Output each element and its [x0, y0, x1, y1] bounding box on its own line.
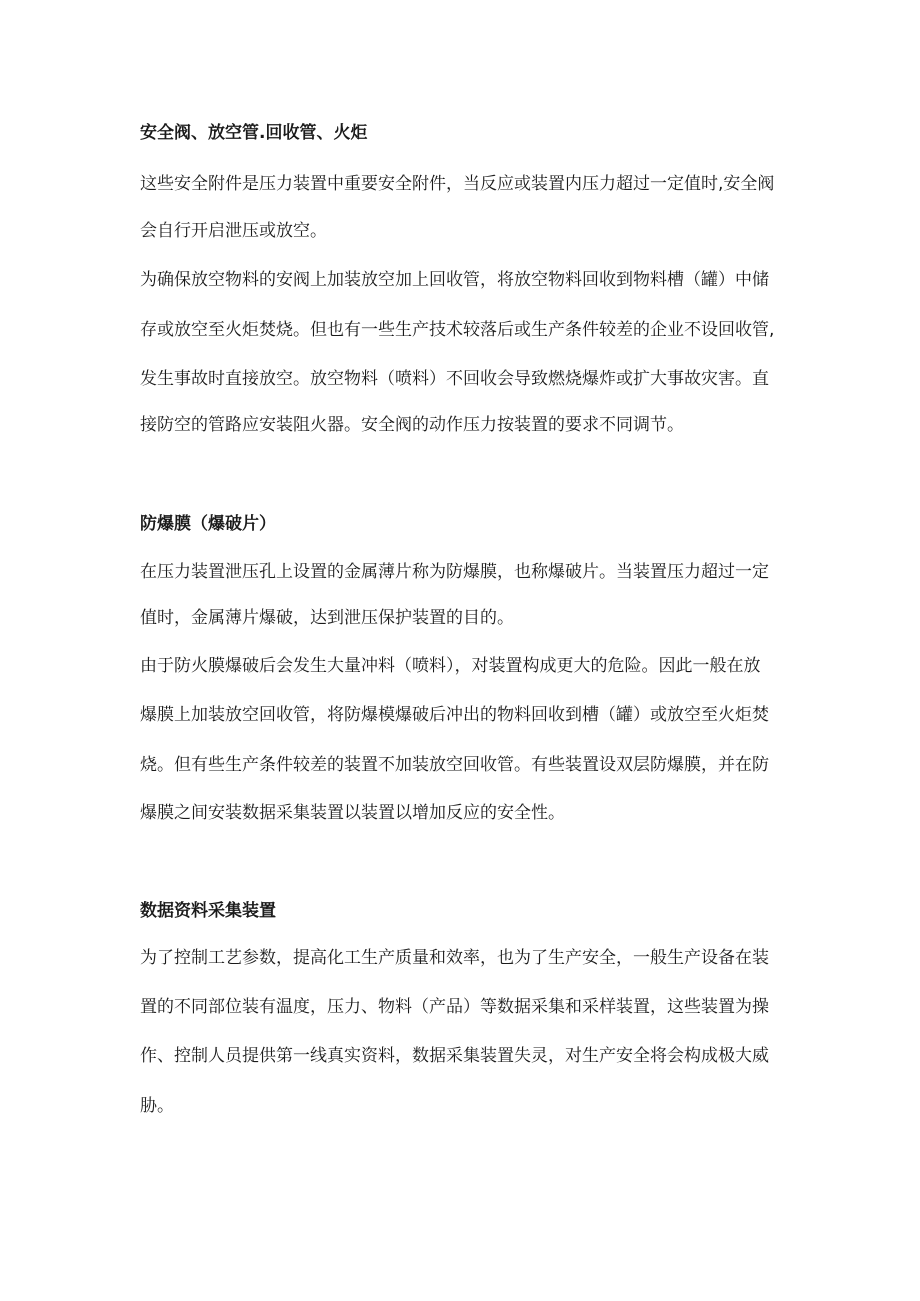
- section-heading: 防爆膜（爆破片）: [140, 514, 276, 534]
- paragraph-line: 爆膜之间安装数据采集装置以装置以增加反应的安全性。: [140, 803, 565, 823]
- paragraph-line: 会自行开启泄压或放空。: [140, 221, 327, 241]
- section-heading: 安全阀、放空管.回收管、火炬: [140, 123, 368, 143]
- paragraph-line: 存或放空至火炬焚烧。但也有一些生产技术较落后或生产条件较差的企业不设回收管,: [140, 320, 775, 340]
- paragraph-line: 这些安全附件是压力装置中重要安全附件，当反应或装置内压力超过一定值时,安全阀: [140, 174, 775, 194]
- paragraph-line: 值时，金属薄片爆破，达到泄压保护装置的目的。: [140, 608, 514, 628]
- paragraph-line: 为了控制工艺参数，提高化工生产质量和效率，也为了生产安全，一般生产设备在装: [140, 948, 769, 968]
- paragraph-line: 作、控制人员提供第一线真实资料，数据采集装置失灵，对生产安全将会构成极大威: [140, 1046, 769, 1066]
- paragraph-line: 发生事故时直接放空。放空物料（喷料）不回收会导致燃烧爆炸或扩大事故灾害。直: [140, 369, 769, 389]
- paragraph-line: 在压力装置泄压孔上设置的金属薄片称为防爆膜，也称爆破片。当装置压力超过一定: [140, 562, 769, 582]
- paragraph-line: 接防空的管路应安装阻火器。安全阀的动作压力按装置的要求不同调节。: [140, 415, 684, 435]
- paragraph-line: 为确保放空物料的安阀上加装放空加上回收管，将放空物料回收到物料槽（罐）中储: [140, 270, 769, 290]
- paragraph-line: 由于防火膜爆破后会发生大量冲料（喷料），对装置构成更大的危险。因此一般在放: [140, 656, 761, 676]
- section-heading: 数据资料采集装置: [140, 901, 276, 921]
- paragraph-line: 烧。但有些生产条件较差的装置不加装放空回收管。有些装置设双层防爆膜，并在防: [140, 755, 769, 775]
- paragraph-line: 爆膜上加装放空回收管，将防爆模爆破后冲出的物料回收到槽（罐）或放空至火炬焚: [140, 705, 769, 725]
- paragraph-line: 置的不同部位装有温度，压力、物料（产品）等数据采集和采样装置，这些装置为操: [140, 997, 769, 1017]
- paragraph-line: 胁。: [140, 1096, 174, 1116]
